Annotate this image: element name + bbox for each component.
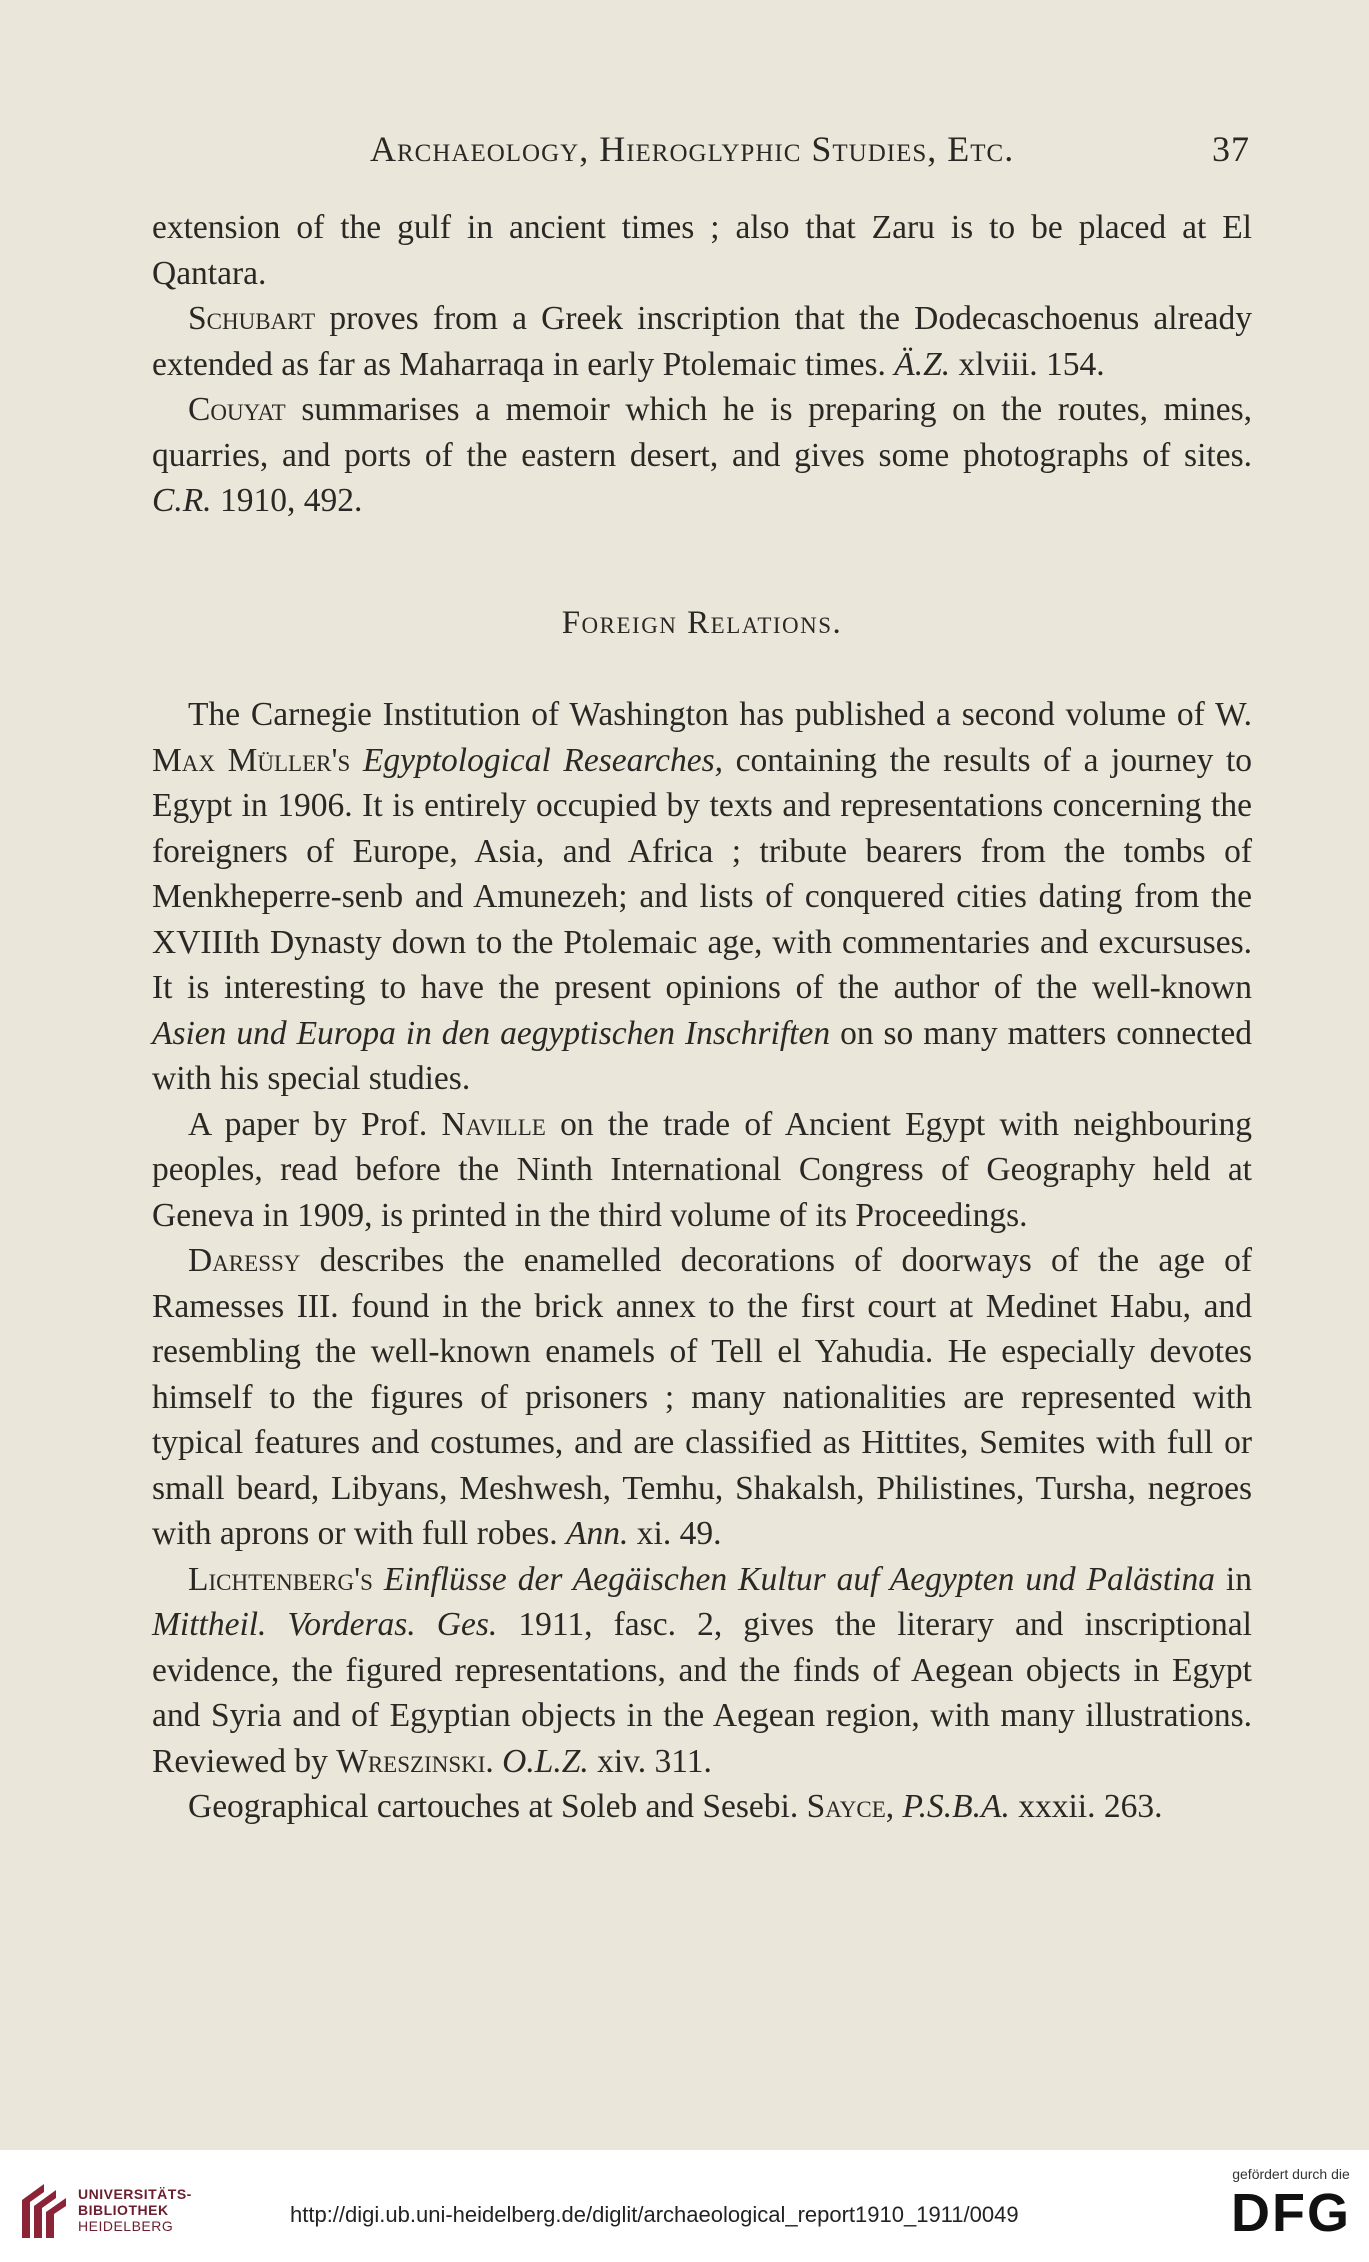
paragraph-daressy xyxy=(152,1238,1252,1557)
citation-ref: Ä.Z. xyxy=(894,345,951,383)
paragraph-text: The Carnegie Institution of Washington has published a second volume of W. xyxy=(188,696,1252,733)
library-name xyxy=(78,2186,192,2234)
paragraph-text: on the trade of Ancient Egypt with neighbouring peoples, read before the Ninth International Congress of Geography held at Geneva in 1909, is printed in the third volume of its Proceedings. xyxy=(152,1105,1252,1234)
citation-ref: P.S.B.A. xyxy=(894,1788,1010,1825)
funder-badge xyxy=(1231,2166,1351,2243)
section-heading: Foreign Relations. xyxy=(561,604,843,641)
library-name-line: BIBLIOTHEK xyxy=(78,2202,169,2218)
author-name: Lichtenberg's xyxy=(188,1560,373,1598)
paragraph-couyat xyxy=(152,387,1252,524)
author-name: Schubart xyxy=(188,300,316,337)
spacer-text xyxy=(494,1743,502,1780)
citation-tail: xlviii. 154. xyxy=(950,345,1105,383)
spacer-text xyxy=(350,742,363,779)
paragraph-sayce xyxy=(152,1784,1252,1830)
paragraph-text: on so many matters connected with his special studies. xyxy=(152,1014,1252,1097)
paragraph-schubart xyxy=(152,296,1252,387)
citation-tail: 1910, 492. xyxy=(211,482,363,519)
paragraph-text: A paper by Prof. xyxy=(188,1105,442,1143)
work-title: Egyptological Researches, xyxy=(362,741,724,779)
university-library-logo-icon xyxy=(14,2178,72,2242)
paragraph-continuation xyxy=(152,205,1252,296)
author-name: Max Müller's xyxy=(152,741,351,779)
journal-title: Mittheil. Vorderas. Ges. xyxy=(152,1606,498,1643)
work-title: Einflüsse der Aegäischen Kultur auf Aegypten und Palästina xyxy=(383,1560,1215,1598)
paragraph-text: 1911, fasc. 2, gives the literary and inscriptional evidence, the figured representations, and the finds of Aegean objects in Egypt and Syria and of Egyptian objects in the Aegean region, with many illustrations. Reviewed by xyxy=(152,1606,1252,1780)
library-name-line: HEIDELBERG xyxy=(78,2218,174,2234)
library-name-line: UNIVERSITÄTS- xyxy=(78,2186,192,2202)
page-number: 37 xyxy=(1212,129,1250,169)
citation-ref: Ann. xyxy=(566,1515,629,1552)
paragraph-text: containing the results of a journey to Egypt in 1906. It is entirely occupied by texts and representations concerning the foreigners of Europe, Asia, and Africa ; tribute bearers from the tombs of Menkheperre-senb and Amunezeh; and lists of conquered cities dating from the XVIIIth Dynasty down to the Ptolemaic age, with commentaries and excursuses. It is interesting to have the present opinions of the author of the well-known xyxy=(152,741,1252,1006)
funded-by-label: gefördert durch die xyxy=(1232,2166,1350,2182)
paragraph-carnegie xyxy=(152,692,1252,1102)
author-name: Daressy xyxy=(188,1242,301,1279)
author-name: Sayce, xyxy=(806,1788,895,1825)
citation-ref: O.L.Z. xyxy=(502,1742,589,1780)
permalink-url[interactable]: http://digi.ub.uni-heidelberg.de/diglit/archaeological_report1910_1911/0049 xyxy=(290,2202,1019,2227)
paragraph-text: proves from a Greek inscription that the Dodecaschoenus already extended as far as Maharraqa in early Ptolemaic times. xyxy=(152,300,1252,383)
paragraph-text: extension of the gulf in ancient times ; also that Zaru is to be placed at El Qantara. xyxy=(152,209,1252,292)
author-name: Naville xyxy=(441,1105,546,1143)
paragraph-lichtenberg xyxy=(152,1557,1252,1785)
digitization-footer xyxy=(0,2150,1369,2262)
paragraph-text: describes the enamelled decorations of doorways of the age of Ramesses III. found in the brick annex to the first court at Medinet Habu, and resembling the well-known enamels of Tell el Yahudia. He especially devotes himself to the figures of prisoners ; many nationalities are represented with typical features and costumes, and are classified as Hittites, Semites with full or small beard, Libyans, Meshwesh, Temhu, Shakalsh, Philistines, Tursha, negroes with aprons or with full robes. xyxy=(152,1242,1252,1552)
citation-tail: xxxii. 263. xyxy=(1009,1788,1163,1825)
running-header xyxy=(370,128,1250,170)
citation-tail: xi. 49. xyxy=(628,1515,722,1552)
author-name: Couyat xyxy=(188,391,286,428)
spacer-text xyxy=(373,1561,384,1598)
citation-tail: xiv. 311. xyxy=(588,1742,712,1780)
paragraph-text: summarises a memoir which he is preparing on the routes, mines, quarries, and ports of the eastern desert, and gives some photographs of sites. xyxy=(152,391,1252,474)
page-body xyxy=(152,205,1252,1830)
reviewer-name: Wreszinski. xyxy=(336,1742,494,1780)
dfg-logo: DFG xyxy=(1231,2183,1351,2243)
running-title: Archaeology, Hieroglyphic Studies, Etc. xyxy=(370,129,1015,169)
work-title: Asien und Europa in den aegyptischen Inschriften xyxy=(152,1014,831,1052)
paragraph-naville xyxy=(152,1102,1252,1239)
paragraph-text: in xyxy=(1214,1560,1252,1598)
paragraph-text: Geographical cartouches at Soleb and Sesebi. xyxy=(188,1788,807,1825)
citation-ref: C.R. xyxy=(152,482,212,519)
